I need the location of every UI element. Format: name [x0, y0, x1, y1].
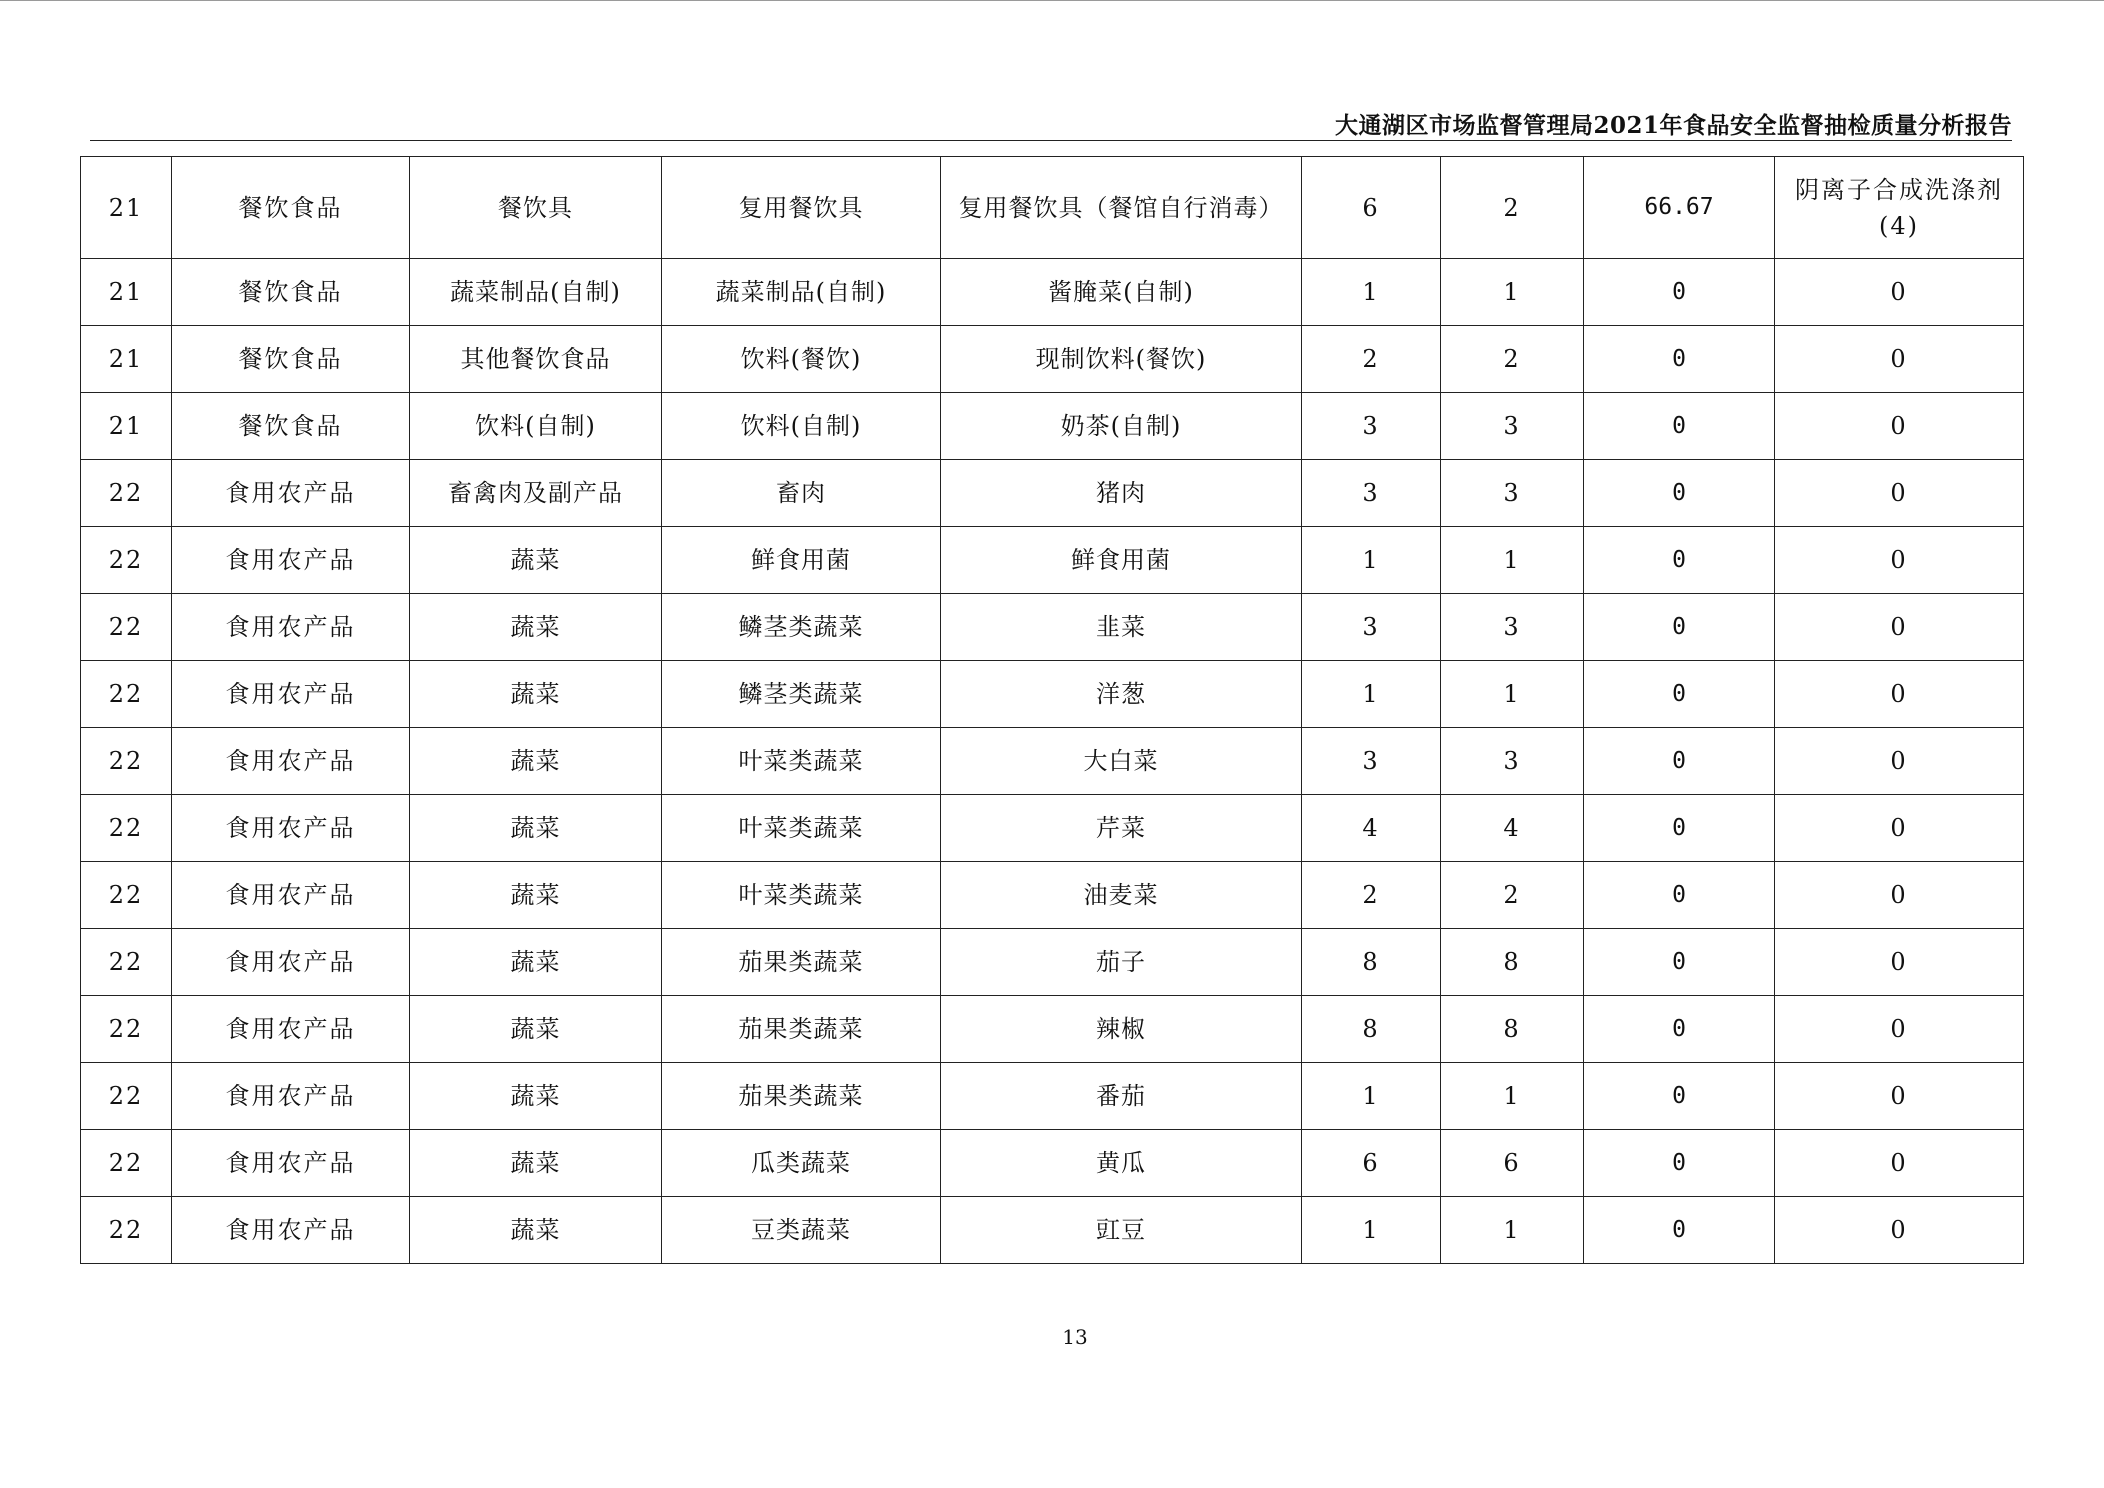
food-item-cell: 辣椒 [941, 996, 1302, 1063]
qualified-count-cell: 1 [1441, 1197, 1584, 1264]
failure-rate-cell: 0 [1584, 862, 1775, 929]
food-type-cell: 鳞茎类蔬菜 [662, 594, 941, 661]
food-type-cell: 鲜食用菌 [662, 527, 941, 594]
inspection-results-table [80, 156, 2024, 1264]
food-type-cell: 叶菜类蔬菜 [662, 795, 941, 862]
table-row [81, 460, 2024, 527]
food-type-cell: 瓜类蔬菜 [662, 1130, 941, 1197]
food-type-cell: 豆类蔬菜 [662, 1197, 941, 1264]
food-category-cell: 食用农产品 [172, 661, 410, 728]
table-row [81, 862, 2024, 929]
sample-count-cell: 3 [1302, 393, 1441, 460]
table-row [81, 661, 2024, 728]
food-type-cell: 饮料(自制) [662, 393, 941, 460]
table-row [81, 996, 2024, 1063]
food-type-cell: 复用餐饮具 [662, 157, 941, 259]
food-category-cell: 食用农产品 [172, 527, 410, 594]
row-number-cell: 22 [81, 862, 172, 929]
qualified-count-cell: 6 [1441, 1130, 1584, 1197]
food-category-cell: 食用农产品 [172, 996, 410, 1063]
failure-rate-cell: 0 [1584, 594, 1775, 661]
sample-count-cell: 1 [1302, 1197, 1441, 1264]
food-item-cell: 大白菜 [941, 728, 1302, 795]
failed-items-cell: 0 [1775, 1130, 2024, 1197]
failed-items-cell: 0 [1775, 259, 2024, 326]
failure-rate-cell: 0 [1584, 728, 1775, 795]
failed-items-cell: 0 [1775, 1063, 2024, 1130]
failure-rate-cell: 0 [1584, 527, 1775, 594]
row-number-cell: 21 [81, 259, 172, 326]
food-category-cell: 餐饮食品 [172, 157, 410, 259]
food-category-cell: 食用农产品 [172, 728, 410, 795]
qualified-count-cell: 8 [1441, 996, 1584, 1063]
qualified-count-cell: 3 [1441, 728, 1584, 795]
failed-items-cell: 0 [1775, 728, 2024, 795]
food-category-cell: 食用农产品 [172, 1197, 410, 1264]
table-row [81, 326, 2024, 393]
food-item-cell: 豇豆 [941, 1197, 1302, 1264]
sample-count-cell: 1 [1302, 1063, 1441, 1130]
qualified-count-cell: 2 [1441, 157, 1584, 259]
food-subcategory-cell: 蔬菜 [410, 661, 662, 728]
food-category-cell: 食用农产品 [172, 795, 410, 862]
food-item-cell: 洋葱 [941, 661, 1302, 728]
food-item-cell: 茄子 [941, 929, 1302, 996]
row-number-cell: 22 [81, 996, 172, 1063]
failure-rate-cell: 0 [1584, 1130, 1775, 1197]
food-type-cell: 畜肉 [662, 460, 941, 527]
table-row [81, 1063, 2024, 1130]
food-type-cell: 茄果类蔬菜 [662, 929, 941, 996]
food-item-cell: 现制饮料(餐饮) [941, 326, 1302, 393]
qualified-count-cell: 3 [1441, 460, 1584, 527]
page-top-rule [0, 0, 2104, 1]
food-subcategory-cell: 蔬菜 [410, 728, 662, 795]
sample-count-cell: 2 [1302, 862, 1441, 929]
qualified-count-cell: 1 [1441, 1063, 1584, 1130]
qualified-count-cell: 8 [1441, 929, 1584, 996]
sample-count-cell: 8 [1302, 996, 1441, 1063]
sample-count-cell: 3 [1302, 594, 1441, 661]
row-number-cell: 21 [81, 393, 172, 460]
table-row [81, 594, 2024, 661]
food-category-cell: 餐饮食品 [172, 326, 410, 393]
food-category-cell: 食用农产品 [172, 862, 410, 929]
failure-rate-cell: 0 [1584, 460, 1775, 527]
failure-rate-cell: 66.67 [1584, 157, 1775, 259]
failure-rate-cell: 0 [1584, 661, 1775, 728]
failed-items-cell: 0 [1775, 393, 2024, 460]
row-number-cell: 21 [81, 326, 172, 393]
failed-items-cell: 0 [1775, 594, 2024, 661]
food-category-cell: 餐饮食品 [172, 393, 410, 460]
row-number-cell: 22 [81, 929, 172, 996]
food-subcategory-cell: 蔬菜 [410, 996, 662, 1063]
food-item-cell: 韭菜 [941, 594, 1302, 661]
row-number-cell: 22 [81, 728, 172, 795]
food-type-cell: 叶菜类蔬菜 [662, 728, 941, 795]
food-item-cell: 芹菜 [941, 795, 1302, 862]
food-type-cell: 茄果类蔬菜 [662, 996, 941, 1063]
table-row [81, 929, 2024, 996]
food-subcategory-cell: 蔬菜 [410, 795, 662, 862]
food-subcategory-cell: 蔬菜 [410, 862, 662, 929]
page-number: 13 [1062, 1325, 1088, 1349]
failure-rate-cell: 0 [1584, 259, 1775, 326]
failed-items-cell: 0 [1775, 795, 2024, 862]
food-type-cell: 叶菜类蔬菜 [662, 862, 941, 929]
food-item-cell: 番茄 [941, 1063, 1302, 1130]
food-category-cell: 食用农产品 [172, 460, 410, 527]
row-number-cell: 22 [81, 1063, 172, 1130]
food-category-cell: 食用农产品 [172, 594, 410, 661]
header-rule [90, 140, 2012, 141]
food-subcategory-cell: 蔬菜 [410, 1130, 662, 1197]
failed-items-cell: 0 [1775, 862, 2024, 929]
food-item-cell: 黄瓜 [941, 1130, 1302, 1197]
sample-count-cell: 6 [1302, 157, 1441, 259]
row-number-cell: 22 [81, 527, 172, 594]
sample-count-cell: 8 [1302, 929, 1441, 996]
table-row [81, 1130, 2024, 1197]
food-category-cell: 食用农产品 [172, 1063, 410, 1130]
row-number-cell: 21 [81, 157, 172, 259]
sample-count-cell: 1 [1302, 259, 1441, 326]
qualified-count-cell: 2 [1441, 326, 1584, 393]
food-category-cell: 食用农产品 [172, 929, 410, 996]
table-row [81, 795, 2024, 862]
sample-count-cell: 1 [1302, 527, 1441, 594]
qualified-count-cell: 1 [1441, 527, 1584, 594]
food-item-cell: 复用餐饮具（餐馆自行消毒） [941, 157, 1302, 259]
food-subcategory-cell: 饮料(自制) [410, 393, 662, 460]
food-item-cell: 奶茶(自制) [941, 393, 1302, 460]
table-body [81, 157, 2024, 1264]
failed-items-cell: 0 [1775, 527, 2024, 594]
sample-count-cell: 3 [1302, 728, 1441, 795]
food-item-cell: 猪肉 [941, 460, 1302, 527]
failed-items-cell: 0 [1775, 661, 2024, 728]
sample-count-cell: 2 [1302, 326, 1441, 393]
food-type-cell: 茄果类蔬菜 [662, 1063, 941, 1130]
qualified-count-cell: 3 [1441, 594, 1584, 661]
qualified-count-cell: 2 [1441, 862, 1584, 929]
food-subcategory-cell: 餐饮具 [410, 157, 662, 259]
row-number-cell: 22 [81, 594, 172, 661]
report-header-title: 大通湖区市场监督管理局2021年食品安全监督抽检质量分析报告 [1334, 112, 2012, 139]
failed-items-cell: 0 [1775, 929, 2024, 996]
food-subcategory-cell: 畜禽肉及副产品 [410, 460, 662, 527]
food-type-cell: 蔬菜制品(自制) [662, 259, 941, 326]
table-row [81, 728, 2024, 795]
food-type-cell: 鳞茎类蔬菜 [662, 661, 941, 728]
table-row [81, 393, 2024, 460]
table-row [81, 157, 2024, 259]
failure-rate-cell: 0 [1584, 326, 1775, 393]
row-number-cell: 22 [81, 795, 172, 862]
food-subcategory-cell: 蔬菜 [410, 527, 662, 594]
failure-rate-cell: 0 [1584, 393, 1775, 460]
table-row [81, 1197, 2024, 1264]
food-item-cell: 酱腌菜(自制) [941, 259, 1302, 326]
food-subcategory-cell: 蔬菜制品(自制) [410, 259, 662, 326]
food-subcategory-cell: 蔬菜 [410, 1197, 662, 1264]
row-number-cell: 22 [81, 661, 172, 728]
failed-items-cell: 0 [1775, 996, 2024, 1063]
food-subcategory-cell: 蔬菜 [410, 1063, 662, 1130]
failed-items-cell: 0 [1775, 460, 2024, 527]
food-item-cell: 鲜食用菌 [941, 527, 1302, 594]
row-number-cell: 22 [81, 1130, 172, 1197]
food-category-cell: 餐饮食品 [172, 259, 410, 326]
food-category-cell: 食用农产品 [172, 1130, 410, 1197]
food-type-cell: 饮料(餐饮) [662, 326, 941, 393]
row-number-cell: 22 [81, 460, 172, 527]
failure-rate-cell: 0 [1584, 929, 1775, 996]
table-row [81, 527, 2024, 594]
qualified-count-cell: 4 [1441, 795, 1584, 862]
failed-items-cell: 0 [1775, 326, 2024, 393]
qualified-count-cell: 3 [1441, 393, 1584, 460]
row-number-cell: 22 [81, 1197, 172, 1264]
sample-count-cell: 6 [1302, 1130, 1441, 1197]
food-subcategory-cell: 其他餐饮食品 [410, 326, 662, 393]
food-subcategory-cell: 蔬菜 [410, 594, 662, 661]
failure-rate-cell: 0 [1584, 1063, 1775, 1130]
sample-count-cell: 4 [1302, 795, 1441, 862]
table-row [81, 259, 2024, 326]
failure-rate-cell: 0 [1584, 1197, 1775, 1264]
failure-rate-cell: 0 [1584, 795, 1775, 862]
qualified-count-cell: 1 [1441, 661, 1584, 728]
failure-rate-cell: 0 [1584, 996, 1775, 1063]
sample-count-cell: 3 [1302, 460, 1441, 527]
sample-count-cell: 1 [1302, 661, 1441, 728]
qualified-count-cell: 1 [1441, 259, 1584, 326]
food-item-cell: 油麦菜 [941, 862, 1302, 929]
failed-items-cell: 阴离子合成洗涤剂(4) [1775, 157, 2024, 259]
failed-items-cell: 0 [1775, 1197, 2024, 1264]
food-subcategory-cell: 蔬菜 [410, 929, 662, 996]
